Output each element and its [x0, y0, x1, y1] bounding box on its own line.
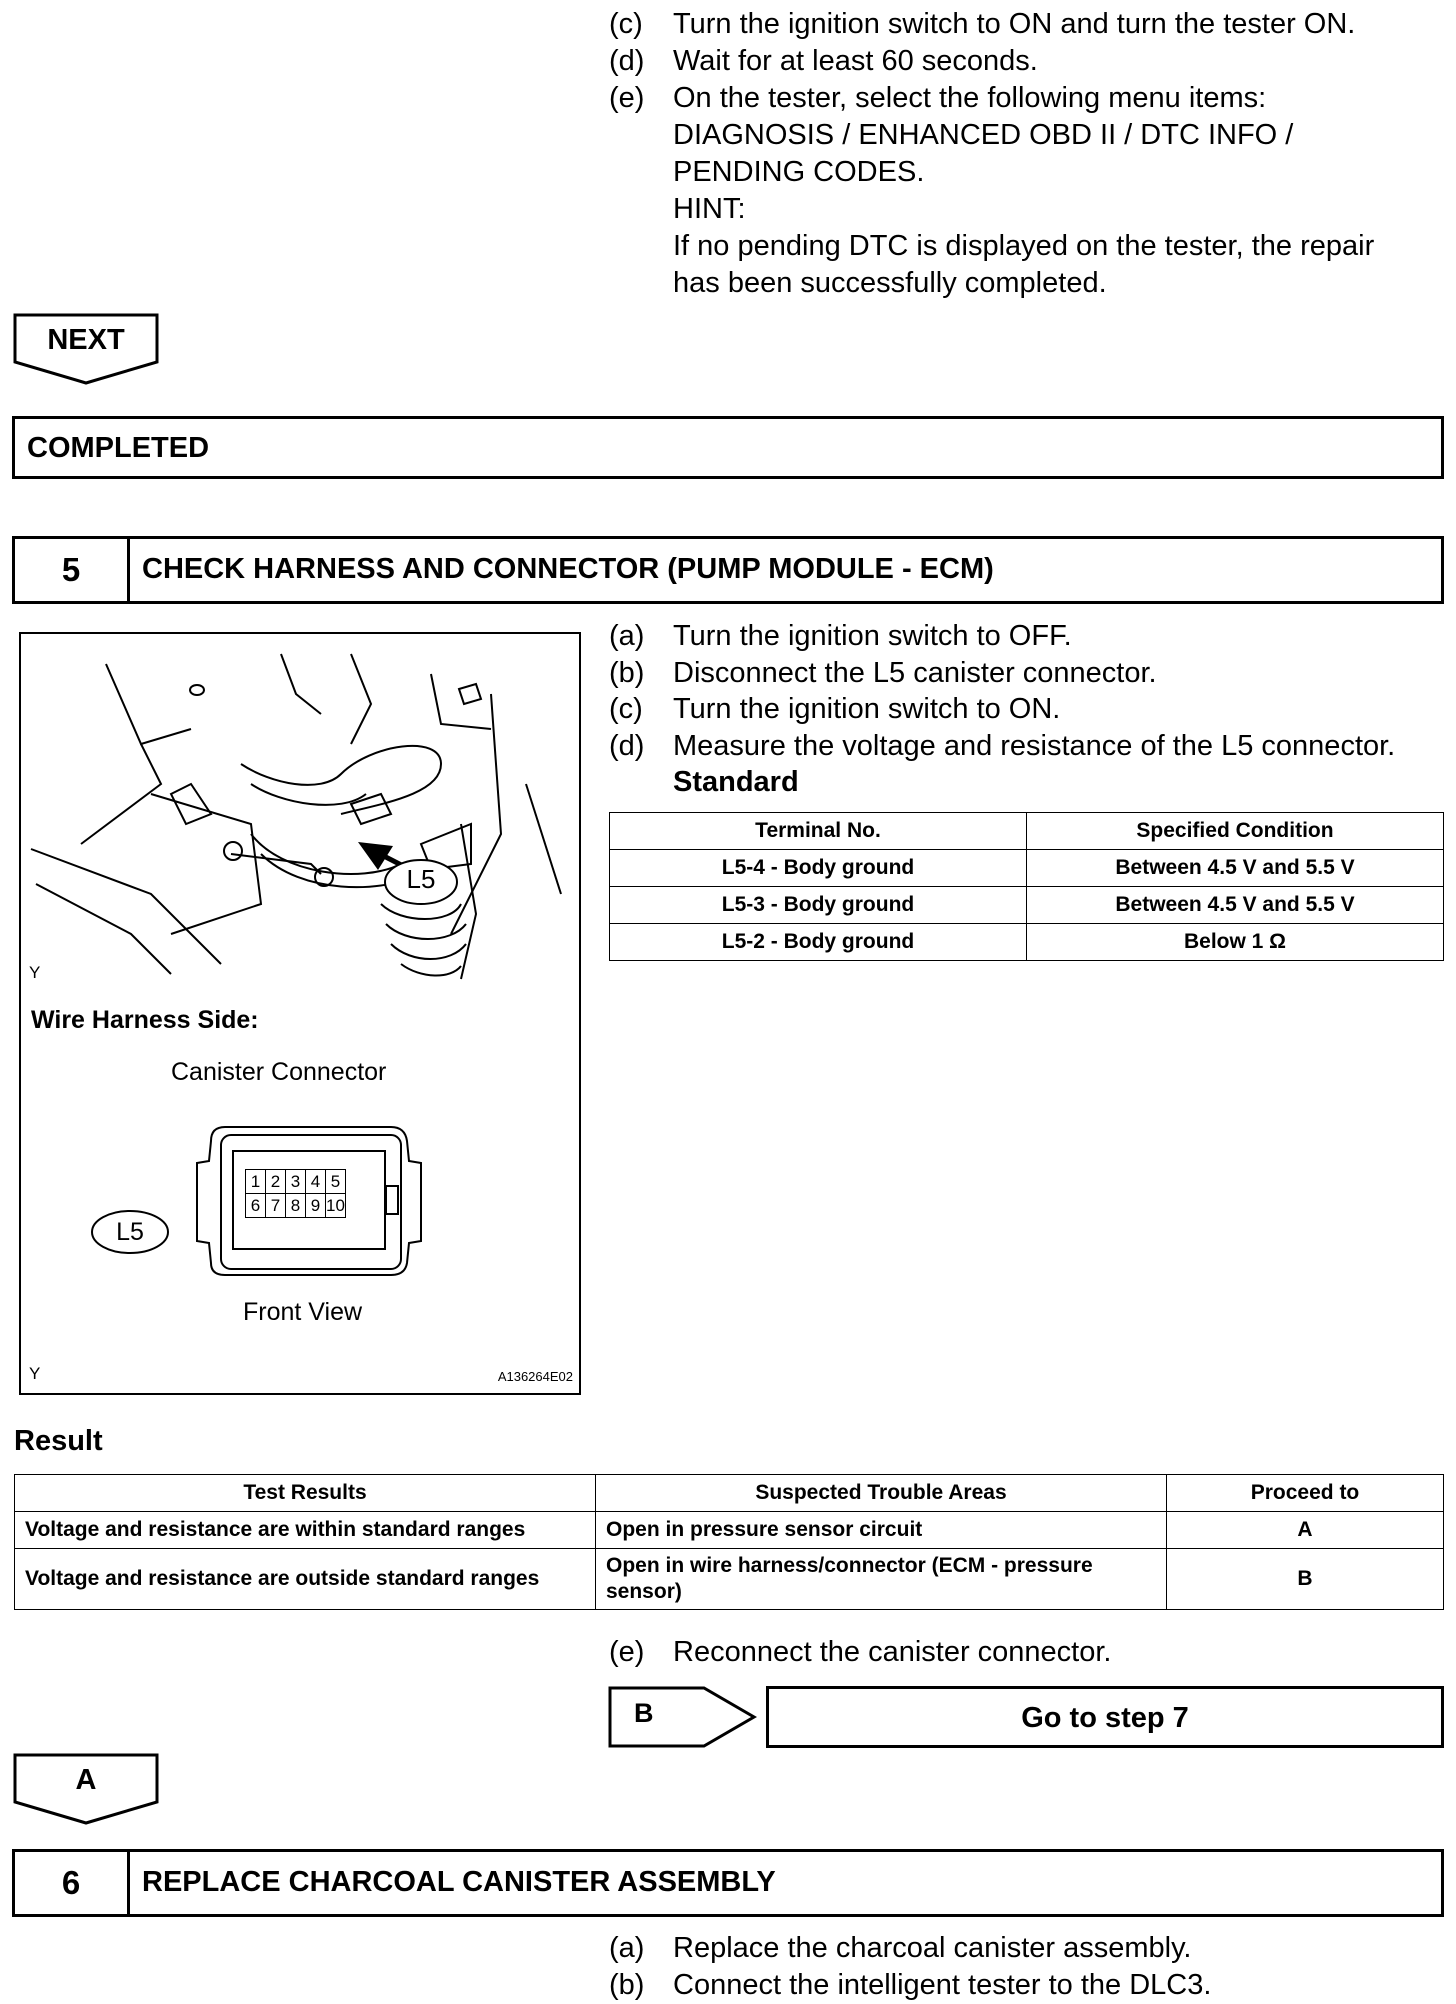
front-view-label: Front View [243, 1298, 363, 1326]
table-row [15, 1512, 1444, 1549]
table-cell: L5-2 - Body ground [610, 924, 1027, 961]
top-steps [609, 6, 1449, 302]
step-text: Replace the charcoal canister assembly. [673, 1932, 1192, 1964]
table-cell: B [1167, 1549, 1444, 1610]
table-header-row [610, 813, 1444, 850]
branch-a-arrow [12, 1752, 160, 1826]
step-item [609, 618, 1449, 655]
connector-name: Canister Connector [171, 1058, 387, 1086]
step5-header [12, 536, 1444, 604]
step-continuation [609, 154, 1449, 191]
table-cell: A [1167, 1512, 1444, 1549]
table-row [610, 887, 1444, 924]
result-label: Result [14, 1425, 103, 1457]
standard-label: Standard [673, 766, 799, 798]
column-header: Test Results [15, 1475, 596, 1512]
step-item [609, 80, 1449, 117]
step-continuation [609, 117, 1449, 154]
step6-header [12, 1849, 1444, 1917]
pin: 5 [326, 1170, 346, 1194]
column-header: Terminal No. [610, 813, 1027, 850]
next-arrow [12, 312, 160, 386]
column-header: Proceed to [1167, 1475, 1444, 1512]
step-continuation [609, 191, 1449, 228]
step-text: Connect the intelligent tester to the DLC3. [673, 1968, 1212, 2001]
step-letter: (d) [609, 45, 645, 77]
branch-a-label: A [75, 1764, 97, 1796]
step-item [609, 655, 1449, 692]
step-item [609, 1930, 1449, 1967]
table-cell: Between 4.5 V and 5.5 V [1027, 887, 1444, 924]
result-table [14, 1474, 1444, 1610]
connector-pin-grid [245, 1169, 346, 1218]
standard-table [609, 812, 1444, 961]
table-row [15, 1549, 1444, 1610]
pin: 2 [266, 1170, 286, 1194]
step-continuation [609, 228, 1449, 265]
pin-row-bottom [246, 1194, 346, 1218]
figure-code: A136264E02 [497, 1369, 573, 1384]
pin: 8 [286, 1194, 306, 1218]
table-cell: Open in pressure sensor circuit [596, 1512, 1167, 1549]
corner-mark: Y [29, 963, 41, 982]
step-text: Measure the voltage and resistance of the L5 connector. [673, 729, 1396, 762]
table-cell: L5-3 - Body ground [610, 887, 1027, 924]
table-cell: Between 4.5 V and 5.5 V [1027, 850, 1444, 887]
step-text: Wait for at least 60 seconds. [673, 45, 1038, 77]
step6-title: REPLACE CHARCOAL CANISTER ASSEMBLY [142, 1866, 776, 1898]
figure-box [19, 632, 581, 1395]
next-label: NEXT [47, 324, 125, 356]
pin: 7 [266, 1194, 286, 1218]
go-to-step-label: Go to step 7 [1021, 1702, 1189, 1734]
step-letter: (c) [609, 8, 643, 40]
step-letter: (c) [609, 693, 643, 725]
go-to-step-box [766, 1686, 1444, 1748]
step-text: Turn the ignition switch to ON and turn the tester ON. [673, 8, 1356, 40]
step-text: Disconnect the L5 canister connector. [673, 656, 1157, 689]
table-cell: Voltage and resistance are outside standard ranges [15, 1549, 596, 1610]
step-continuation [609, 764, 1449, 801]
step-letter: (b) [609, 1968, 645, 2001]
table-header-row [15, 1475, 1444, 1512]
step5-number: 5 [15, 539, 130, 601]
branch-b-shape [608, 1686, 758, 1748]
step-letter: (e) [609, 1636, 645, 1668]
connector-label: L5 [116, 1218, 144, 1246]
table-cell: Voltage and resistance are within standard ranges [15, 1512, 596, 1549]
step5-title: CHECK HARNESS AND CONNECTOR (PUMP MODULE - ECM) [142, 553, 994, 585]
continuation-line: PENDING CODES. [673, 156, 925, 188]
table-cell: Open in wire harness/connector (ECM - pressure sensor) [596, 1549, 1167, 1610]
pin: 4 [306, 1170, 326, 1194]
wire-harness-side-label: Wire Harness Side: [31, 1006, 259, 1034]
engine-bay-illustration [21, 634, 581, 994]
column-header: Specified Condition [1027, 813, 1444, 850]
step6-number: 6 [15, 1852, 130, 1914]
step-item [609, 6, 1449, 43]
step-letter: (a) [609, 620, 645, 652]
pin: 10 [326, 1194, 346, 1218]
reconnect-step [609, 1634, 1449, 1671]
hint-line: If no pending DTC is displayed on the tester, the repair [673, 230, 1375, 262]
step-continuation [609, 265, 1449, 302]
step-text: Reconnect the canister connector. [673, 1636, 1112, 1668]
step-text: Turn the ignition switch to OFF. [673, 620, 1072, 652]
step-item [609, 691, 1449, 728]
pin: 1 [246, 1170, 266, 1194]
corner-mark-bottom: Y [29, 1364, 41, 1383]
step5-steps [609, 618, 1449, 801]
completed-label: COMPLETED [27, 432, 210, 464]
pin-row-top [246, 1170, 346, 1194]
column-header: Suspected Trouble Areas [596, 1475, 1167, 1512]
step6-steps [609, 1930, 1449, 2003]
continuation-line: DIAGNOSIS / ENHANCED OBD II / DTC INFO / [673, 119, 1294, 151]
branch-b-arrow [608, 1686, 758, 1748]
step-letter: (a) [609, 1932, 645, 1964]
pin: 6 [246, 1194, 266, 1218]
step-letter: (e) [609, 82, 645, 114]
hint-label: HINT: [673, 193, 746, 225]
step-text: Turn the ignition switch to ON. [673, 693, 1061, 725]
branch-b-label: B [634, 1698, 654, 1728]
step-letter: (d) [609, 729, 645, 762]
step-item [609, 728, 1449, 765]
completed-box [12, 416, 1444, 479]
table-row [610, 924, 1444, 961]
table-cell: L5-4 - Body ground [610, 850, 1027, 887]
step-item [609, 1967, 1449, 2004]
callout-label: L5 [406, 864, 436, 894]
step-text: On the tester, select the following menu items: [673, 82, 1267, 114]
step-item [609, 43, 1449, 80]
hint-line: has been successfully completed. [673, 267, 1107, 299]
step-letter: (b) [609, 656, 645, 689]
pin: 9 [306, 1194, 326, 1218]
table-cell: Below 1 Ω [1027, 924, 1444, 961]
table-row [610, 850, 1444, 887]
pin: 3 [286, 1170, 306, 1194]
